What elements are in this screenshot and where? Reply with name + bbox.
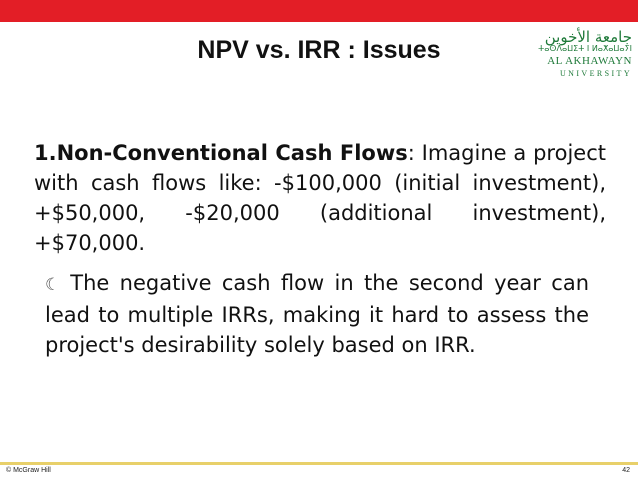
logo-name-line2: UNIVERSITY — [560, 69, 632, 78]
page-number: 42 — [622, 467, 630, 474]
slide-title: NPV vs. IRR : Issues — [197, 36, 441, 64]
point-1-paragraph — [34, 138, 606, 258]
footer-divider — [0, 462, 638, 465]
logo-arabic-text: جامعة الأخوين — [544, 28, 632, 46]
logo-name-line1: AL AKHAWAYN — [547, 55, 632, 67]
point-1-text: : Imagine a project with cash flows like: -$100,000 (initial investment), +$50,000, -$20,000 (additional investment), +$70,000. — [34, 141, 606, 255]
logo-tifinagh-text: ⵜⴰⵙⴷⴰⵡⵉⵜ ⵏ ⵍⴰⵅⴰⵡⴰⵢⵏ — [538, 44, 632, 53]
footer-copyright: © McGraw Hill — [6, 467, 51, 474]
university-logo — [538, 26, 634, 80]
point-2-text: The negative cash flow in the second year can lead to multiple IRRs, making it hard to assess the project's desirability solely based on IRR. — [45, 271, 589, 357]
crescent-bullet-icon: ☾ — [45, 275, 61, 295]
top-accent-bar — [0, 0, 638, 22]
point-2-paragraph — [45, 268, 589, 360]
point-1-heading: 1.Non-Conventional Cash Flows — [34, 141, 408, 165]
